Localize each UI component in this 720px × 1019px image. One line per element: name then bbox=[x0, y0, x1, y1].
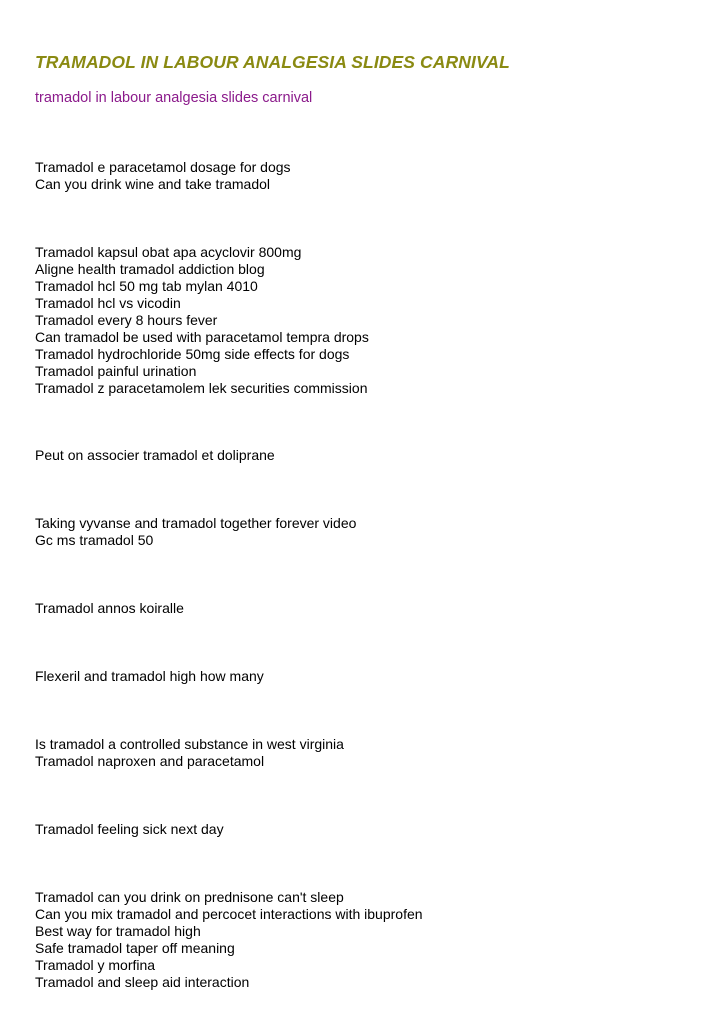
text-line: Tramadol painful urination bbox=[35, 363, 197, 379]
text-line: Flexeril and tramadol high how many bbox=[35, 668, 264, 684]
text-group-3 bbox=[35, 447, 275, 464]
text-line: Can you mix tramadol and percocet interactions with ibuprofen bbox=[35, 906, 423, 922]
text-line: Tramadol kapsul obat apa acyclovir 800mg bbox=[35, 244, 302, 260]
text-line: Aligne health tramadol addiction blog bbox=[35, 261, 265, 277]
text-line: Tramadol every 8 hours fever bbox=[35, 312, 218, 328]
text-line: Tramadol z paracetamolem lek securities commission bbox=[35, 380, 368, 396]
text-line: Can tramadol be used with paracetamol tempra drops bbox=[35, 329, 369, 345]
text-group-2 bbox=[35, 244, 369, 397]
text-line: Tramadol hcl 50 mg tab mylan 4010 bbox=[35, 278, 258, 294]
text-line: Tramadol hydrochloride 50mg side effects for dogs bbox=[35, 346, 350, 362]
text-line: Tramadol feeling sick next day bbox=[35, 821, 224, 837]
text-line: Tramadol can you drink on prednisone can't sleep bbox=[35, 889, 344, 905]
text-line: Taking vyvanse and tramadol together forever video bbox=[35, 515, 357, 531]
text-group-6 bbox=[35, 668, 264, 685]
text-line: Tramadol hcl vs vicodin bbox=[35, 295, 181, 311]
text-group-7 bbox=[35, 736, 344, 770]
text-line: Safe tramadol taper off meaning bbox=[35, 940, 235, 956]
text-line: Tramadol naproxen and paracetamol bbox=[35, 753, 265, 769]
text-line: Peut on associer tramadol et doliprane bbox=[35, 447, 275, 463]
text-line: Is tramadol a controlled substance in west virginia bbox=[35, 736, 344, 752]
text-line: Can you drink wine and take tramadol bbox=[35, 176, 271, 192]
text-group-9 bbox=[35, 889, 423, 991]
text-line: Tramadol and sleep aid interaction bbox=[35, 974, 250, 990]
text-line: Tramadol annos koiralle bbox=[35, 600, 184, 616]
text-group-8 bbox=[35, 821, 224, 838]
text-group-5 bbox=[35, 600, 184, 617]
page-title: TRAMADOL IN LABOUR ANALGESIA SLIDES CARNIVAL bbox=[35, 52, 510, 72]
text-line: Tramadol y morfina bbox=[35, 957, 156, 973]
text-line: Best way for tramadol high bbox=[35, 923, 201, 939]
text-line: Gc ms tramadol 50 bbox=[35, 532, 154, 548]
text-group-4 bbox=[35, 515, 356, 549]
text-line: Tramadol e paracetamol dosage for dogs bbox=[35, 159, 291, 175]
page-subtitle: tramadol in labour analgesia slides carnival bbox=[35, 90, 313, 106]
text-group-1 bbox=[35, 159, 291, 193]
